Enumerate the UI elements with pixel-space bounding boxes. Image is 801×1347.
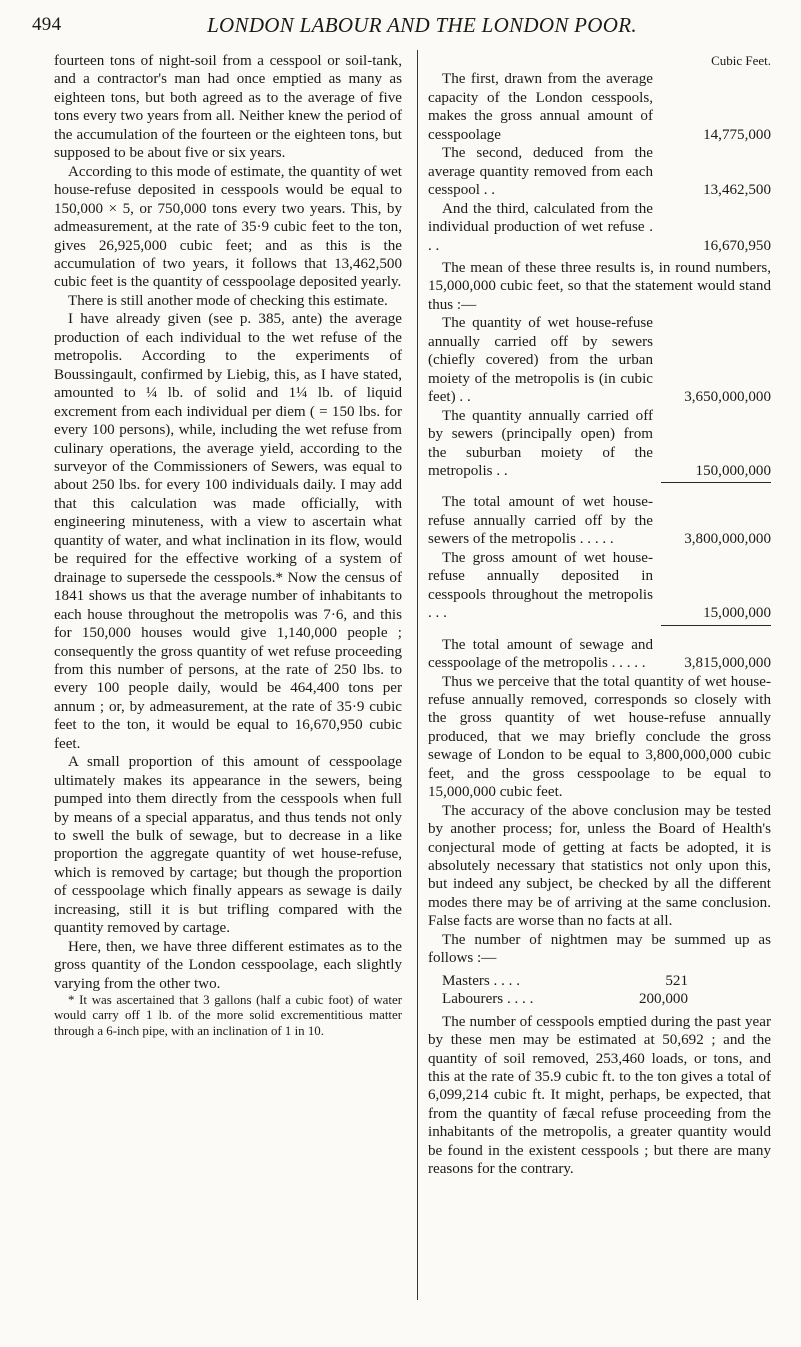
statement-label: The quantity annually carried off by sewers (principally open) from the suburban moiety of the metropolis . . <box>428 407 653 479</box>
paragraph: The mean of these three results is, in round numbers, 15,000,000 cubic feet, so that the statement would stand thus :— <box>428 259 771 313</box>
statement-row <box>428 493 771 548</box>
unit-header: Cubic Feet. <box>711 53 771 68</box>
paragraph: The number of nightmen may be summed up as follows :— <box>428 931 771 967</box>
paragraph: There is still another mode of checking this estimate. <box>68 292 388 309</box>
total-value: 3,815,000,000 <box>684 655 771 672</box>
statement-value: 15,000,000 <box>703 605 771 622</box>
right-column <box>428 52 771 1179</box>
statement-value: 150,000,000 <box>695 462 771 479</box>
page-number: 494 <box>32 14 62 35</box>
estimate-row <box>428 144 771 199</box>
paragraph: The number of cesspools emptied during the past year by these men may be estimated at 50,692 ; and the quantity of soil removed, 253,460 loads, or tons, and this at the rate of 35.9 cubic ft. to the ton gives a total of 6,099,214 cubic ft. It might, perhaps, be expected, that from the quantity of fæcal refuse proceeding from the inhabitants of the metropolis, a greater quantity would be found in the existent cesspools ; but there are many reasons for the contrary. <box>428 1013 771 1178</box>
paragraph: A small proportion of this amount of cesspoolage ultimately makes its appearance in the sewers, being pumped into them directly from the cesspools when full by means of a special apparatus, and thus tends not only to swell the bulk of sewage, but to decrease in a like proportion the aggregate quantity of wet house-refuse, which is removed by cartage; but though the proportion of cesspoolage which finally appears as sewage is daily increasing, still it is but trifling compared with the quantity removed by cartage. <box>54 754 402 937</box>
nightmen-row <box>428 972 771 990</box>
paragraph: Here, then, we have three different estimates as to the gross quantity of the London cesspoolage, each slightly varying from the other two. <box>54 938 402 992</box>
statement-value: 3,650,000,000 <box>684 389 771 406</box>
nightmen-label: Labourers . . . . <box>442 991 534 1008</box>
estimate-label: And the third, calculated from the individual production of wet refuse . . . <box>428 200 653 254</box>
estimate-value: 13,462,500 <box>703 182 771 199</box>
sum-rule <box>661 482 771 483</box>
footnote: * It was ascertained that 3 gallons (half a cubic foot) of water would carry off 1 lb. of the more solid excrementitious matter through a 6-inch pipe, with an inclination of 1 in 10. <box>54 993 402 1038</box>
estimate-value: 16,670,950 <box>703 237 771 254</box>
estimate-label: The second, deduced from the average quantity removed from each cesspool . . <box>428 145 653 199</box>
left-column <box>54 52 402 1039</box>
nightmen-value: 521 <box>665 972 688 989</box>
paragraph: Thus we perceive that the total quantity of wet house-refuse annually removed, corresponds so closely with the gross quantity of wet house-refuse annually produced, that we may briefly conclude the gross sewage of London to be equal to 3,800,000,000 cubic feet, and the gross cesspoolage to be equal to 15,000,000 cubic feet. <box>428 673 771 801</box>
statement-value: 3,800,000,000 <box>684 531 771 548</box>
statement-row <box>428 407 771 481</box>
sum-rule <box>661 625 771 626</box>
paragraph: The accuracy of the above conclusion may be tested by another process; for, unless the Board of Health's conjectural mode of getting at facts be adopted, it is absolutely necessary that statistics not only upon this, but indeed any subject, be checked by all the different modes there may be of arriving at the same conclusion. False facts are worse than no facts at all. <box>428 802 771 930</box>
running-header <box>32 10 772 42</box>
estimate-value: 14,775,000 <box>703 126 771 143</box>
statement-label: The gross amount of wet house-refuse annually deposited in cesspools throughout the metropolis . . . <box>428 549 653 622</box>
nightmen-row <box>428 990 771 1008</box>
statement-label: The total amount of wet house-refuse annually carried off by the sewers of the metropolis . . . . . <box>428 494 653 548</box>
estimate-row <box>428 200 771 255</box>
paragraph: I have already given (see p. 385, ante) the average production of each individual to the wet refuse of the metropolis. According to the experiments of Boussingault, confirmed by Liebig, this, as I have stated, amounted to ¼ lb. of solid and 1¼ lb. of liquid excrement from each individual per diem ( = 150 lbs. for every 100 persons), while, including the wet refuse from culinary operations, the average yield, according to the surveyor of the Commissioners of Sewers, was equal to about 250 lbs. for every 100 individuals daily. I may add that this calculation was made officially, with engineering minuteness, with a view to ascertain what quantity of water, and what inclination in its flow, would be required for the effective working of a system of drainage to supersede the cesspools.* Now the census of 1841 shows us that the average number of inhabitants to each house throughout the metropolis was 7·6, and this for 150,000 houses would give 1,140,000 people ; consequently the gross quantity of wet refuse proceeding from this number of persons, at the rate of 250 lbs. to every 100 people daily, would be 464,400 tons per annum ; or, by admeasurement, at the rate of 35·9 cubic feet to the ton, it would be equal to 16,670,950 cubic feet. <box>54 311 402 752</box>
estimate-row <box>428 70 771 144</box>
paragraph: fourteen tons of night-soil from a cesspool or soil-tank, and a contractor's man had once emptied as many as eighteen tons, but both agreed as to the average of five tons every two years from all. Neither knew the period of the accumulation of the fourteen or the eighteen tons, but supposed to be about five or six years. <box>54 53 402 162</box>
nightmen-label: Masters . . . . <box>442 972 520 989</box>
statement-label: The quantity of wet house-refuse annually carried off by sewers (chiefly covered) from the urban moiety of the metropolis is (in cubic feet) . . <box>428 315 653 406</box>
estimate-label: The first, drawn from the average capacity of the London cesspools, makes the gross annual amount of cesspoolage <box>428 71 653 143</box>
column-divider <box>417 50 418 1300</box>
nightmen-value: 200,000 <box>638 991 688 1008</box>
total-label: The total amount of sewage and cesspoolage of the metropolis . . . . . <box>428 636 653 672</box>
paragraph: According to this mode of estimate, the quantity of wet house-refuse deposited in cesspools would be equal to 150,000 × 5, or 750,000 tons every two years. This, by admeasurement, at the rate of 35·9 cubic feet to the ton, gives 26,925,000 cubic feet; and as this is the accumulation of two years, it follows that 13,462,500 cubic feet is the quantity of cesspoolage deposited yearly. <box>54 163 402 291</box>
running-title: LONDON LABOUR AND THE LONDON POOR. <box>207 13 637 37</box>
statement-row <box>428 314 771 406</box>
total-row <box>428 636 771 673</box>
statement-row <box>428 549 771 623</box>
